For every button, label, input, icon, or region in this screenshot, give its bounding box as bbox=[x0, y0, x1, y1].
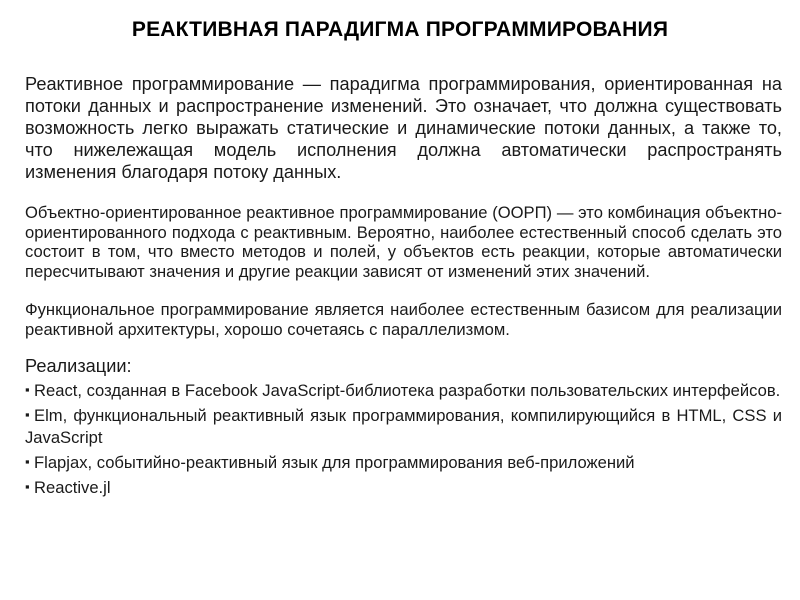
list-item-text: Flapjax, событийно-реактивный язык для программирования веб-приложений bbox=[34, 453, 635, 472]
paragraph-functional: Функциональное программирование является наиболее естественным базисом для реализации реактивной архитектуры, хорошо сочетаясь с параллелизмом. bbox=[25, 300, 782, 339]
bullet-icon: ▪ bbox=[25, 407, 30, 422]
list-item-text: Reactive.jl bbox=[34, 478, 111, 497]
bullet-icon: ▪ bbox=[25, 479, 30, 494]
list-item-reactive-jl bbox=[25, 476, 782, 499]
list-item-text: Elm, функциональный реактивный язык программирования, компилирующийся в HTML, CSS и JavaScript bbox=[25, 406, 782, 447]
bullet-icon: ▪ bbox=[25, 454, 30, 469]
list-item-react bbox=[25, 379, 782, 402]
list-item-elm bbox=[25, 404, 782, 449]
list-item-flapjax bbox=[25, 451, 782, 474]
slide-content bbox=[25, 73, 782, 501]
slide-title: РЕАКТИВНАЯ ПАРАДИГМА ПРОГРАММИРОВАНИЯ bbox=[131, 18, 669, 41]
bullet-icon: ▪ bbox=[25, 382, 30, 397]
paragraph-oorp: Объектно-ориентированное реактивное программирование (ООРП) — это комбинация объектно-ориентированного подхода с реактивным. Вероятно, наиболее естественный способ сделать это состоит в том, что вместо методов и полей, у объектов есть реакции, которые автоматически пересчитывают значения и другие реакции зависят от изменений этих значений. bbox=[25, 203, 782, 281]
paragraph-reactive-definition: Реактивное программирование — парадигма программирования, ориентированная на потоки данных и распространение изменений. Это означает, что должна существовать возможность легко выражать статические и динамические потоки данных, а также то, что нижележащая модель исполнения должна автоматически распространять изменения благодаря потоку данных. bbox=[25, 74, 782, 182]
list-item-text: React, созданная в Facebook JavaScript-библиотека разработки пользовательских интерфейсов. bbox=[34, 381, 781, 400]
implementations-heading: Реализации: bbox=[25, 356, 132, 376]
implementations-list bbox=[25, 379, 782, 499]
